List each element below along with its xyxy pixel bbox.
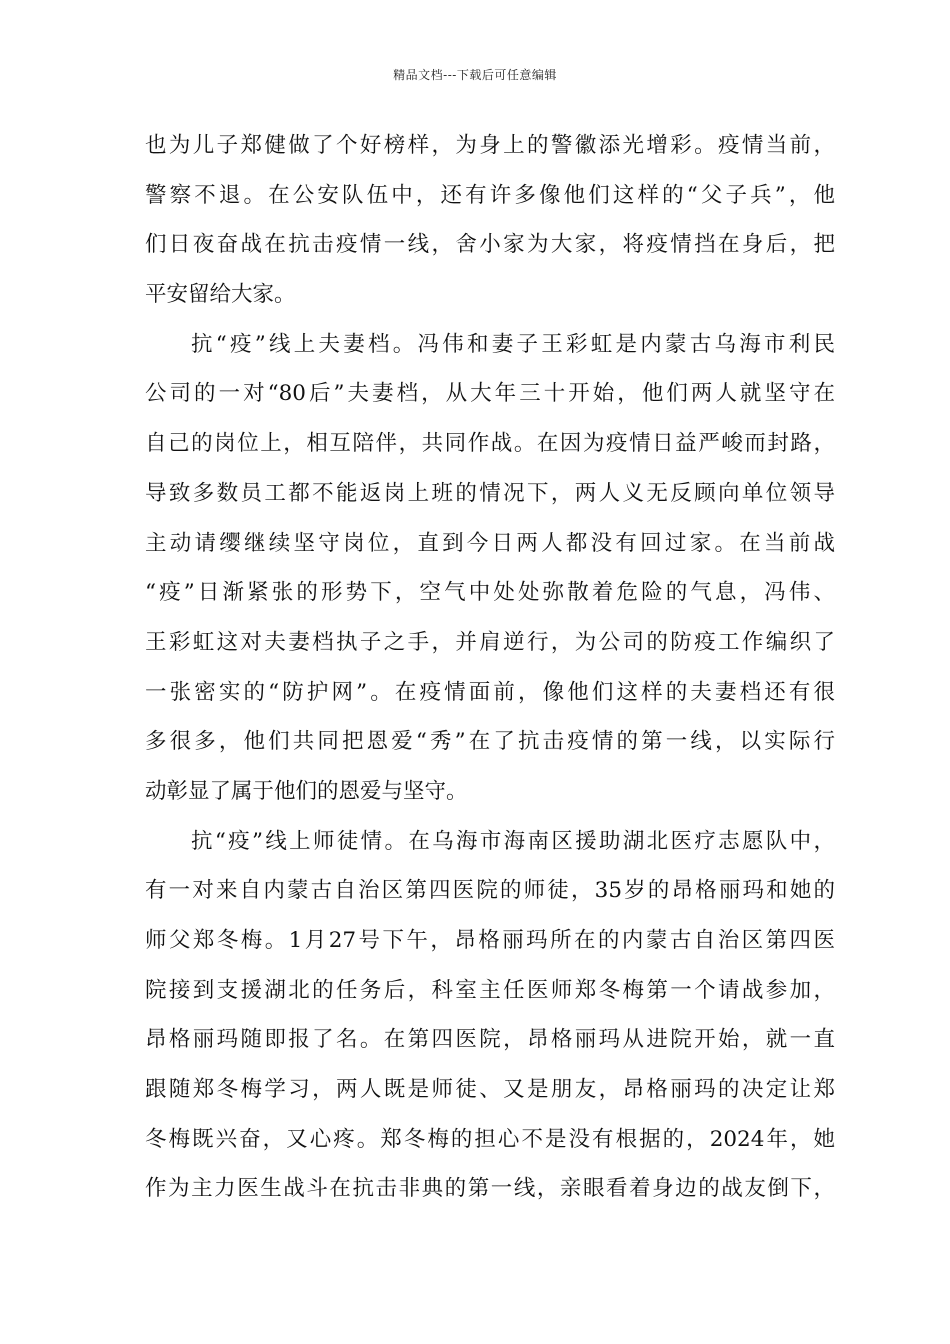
text-line: 院接到支援湖北的任务后，科室主任医师郑冬梅第一个请战参加，: [145, 977, 835, 1003]
text-line: 作为主力医生战斗在抗击非典的第一线，亲眼看着身边的战友倒下，: [145, 1176, 835, 1202]
text-line: 公司的一对“80后”夫妻档，从大年三十开始，他们两人就坚守在: [145, 381, 835, 407]
text-line: 导致多数员工都不能返岗上班的情况下，两人义无反顾向单位领导: [145, 480, 835, 506]
text-line: 警察不退。在公安队伍中，还有许多像他们这样的“父子兵”，他: [145, 182, 835, 208]
text-line: 主动请缨继续坚守岗位，直到今日两人都没有回过家。在当前战: [145, 530, 835, 556]
page-header: 精品文档---下载后可任意编辑: [393, 68, 557, 82]
text-line: 自己的岗位上，相互陪伴，共同作战。在因为疫情日益严峻而封路，: [145, 431, 835, 457]
text-line: 跟随郑冬梅学习，两人既是师徒、又是朋友，昂格丽玛的决定让郑: [145, 1077, 835, 1103]
text-line: “疫”日渐紧张的形势下，空气中处处弥散着危险的气息，冯伟、: [145, 580, 835, 606]
text-line: 抗“疫”线上夫妻档。冯伟和妻子王彩虹是内蒙古乌海市利民: [191, 331, 835, 357]
paragraph: [145, 327, 835, 824]
text-line: 动彰显了属于他们的恩爱与坚守。: [145, 778, 468, 804]
text-line: 昂格丽玛随即报了名。在第四医院，昂格丽玛从进院开始，就一直: [145, 1027, 835, 1053]
paragraph: [145, 128, 835, 327]
text-line: 师父郑冬梅。1月27号下午，昂格丽玛所在的内蒙古自治区第四医: [145, 928, 835, 953]
text-line: 王彩虹这对夫妻档执子之手，并肩逆行，为公司的防疫工作编织了: [145, 629, 835, 655]
text-line: 一张密实的“防护网”。在疫情面前，像他们这样的夫妻档还有很: [145, 679, 835, 705]
text-line: 多很多，他们共同把恩爱“秀”在了抗击疫情的第一线，以实际行: [145, 729, 835, 755]
text-line: 也为儿子郑健做了个好榜样，为身上的警徽添光增彩。疫情当前，: [145, 133, 835, 158]
document-body: [145, 128, 835, 1221]
paragraph: [145, 824, 835, 1222]
text-line: 们日夜奋战在抗击疫情一线，舍小家为大家，将疫情挡在身后，把: [145, 232, 835, 258]
text-line: 冬梅既兴奋，又心疼。郑冬梅的担心不是没有根据的，2024年，她: [145, 1126, 835, 1152]
text-line: 抗“疫”线上师徒情。在乌海市海南区援助湖北医疗志愿队中，: [191, 828, 835, 854]
text-line: 有一对来自内蒙古自治区第四医院的师徒，35岁的昂格丽玛和她的: [145, 878, 835, 904]
text-line: 平安留给大家。: [145, 282, 296, 308]
